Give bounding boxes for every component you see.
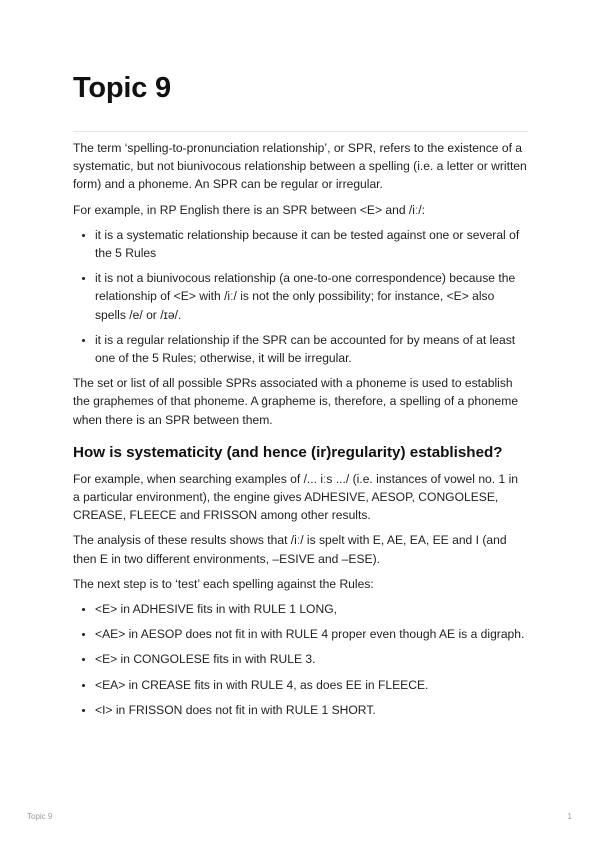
list-item: • it is a systematic relationship because it can be tested against one or several of the 5 Rules bbox=[95, 226, 528, 262]
search-paragraph: For example, when searching examples of /... iːs .../ (i.e. instances of vowel no. 1 in a particular environment), the engine gives ADHESIVE, AESOP, CONGOLESE, CREASE, FLEECE and FRISSON among other results. bbox=[73, 471, 518, 523]
list-item: • <EA> in CREASE fits in with RULE 4, as does EE in FLEECE. bbox=[95, 676, 528, 694]
grapheme-paragraph: The set or list of all possible SPRs associated with a phoneme is used to establish the graphemes of that phoneme. A grapheme is, therefore, a spelling of a phoneme when there is an SPR between them. bbox=[73, 376, 519, 427]
next-step-paragraph: The next step is to ‘test’ each spelling against the Rules: bbox=[73, 576, 374, 591]
section-heading: How is systematicity (and hence (ir)regularity) established? bbox=[73, 443, 503, 461]
intro-paragraph: The term ‘spelling-to-pronunciation relationship’, or SPR, refers to the existence of a systematic, but not biunivocous relationship between a spelling (i.e. a letter or written form) and a phoneme. An SPR can be regular or irregular. bbox=[73, 141, 527, 192]
list-item: • <E> in CONGOLESE fits in with RULE 3. bbox=[95, 650, 528, 668]
title-divider bbox=[73, 131, 528, 132]
list-item: • <E> in ADHESIVE fits in with RULE 1 LONG, bbox=[95, 600, 528, 618]
document-body bbox=[73, 139, 528, 726]
list-item: • it is not a biunivocous relationship (a one-to-one correspondence) because the relationship of <E> with /iː/ is not the only possibility; for instance, <E> also spells /e/ or /ɪə/. bbox=[95, 269, 528, 324]
page-number: 1 bbox=[567, 812, 572, 821]
rules-test-list bbox=[73, 600, 528, 719]
list-item: • it is a regular relationship if the SPR can be accounted for by means of at least one of the 5 Rules; otherwise, it will be irregular. bbox=[95, 331, 528, 367]
list-item: • <AE> in AESOP does not fit in with RULE 4 proper even though AE is a digraph. bbox=[95, 625, 528, 643]
spr-properties-list bbox=[73, 226, 528, 367]
page-title: Topic 9 bbox=[73, 72, 171, 104]
analysis-paragraph: The analysis of these results shows that /iː/ is spelt with E, AE, EA, EE and I (and then E in two different environments, –ESIVE and –ESE). bbox=[73, 533, 507, 566]
list-item: • <I> in FRISSON does not fit in with RULE 1 SHORT. bbox=[95, 701, 528, 719]
footer-title: Topic 9 bbox=[27, 812, 53, 821]
example-intro-paragraph: For example, in RP English there is an SPR between <E> and /iː/: bbox=[73, 202, 426, 217]
